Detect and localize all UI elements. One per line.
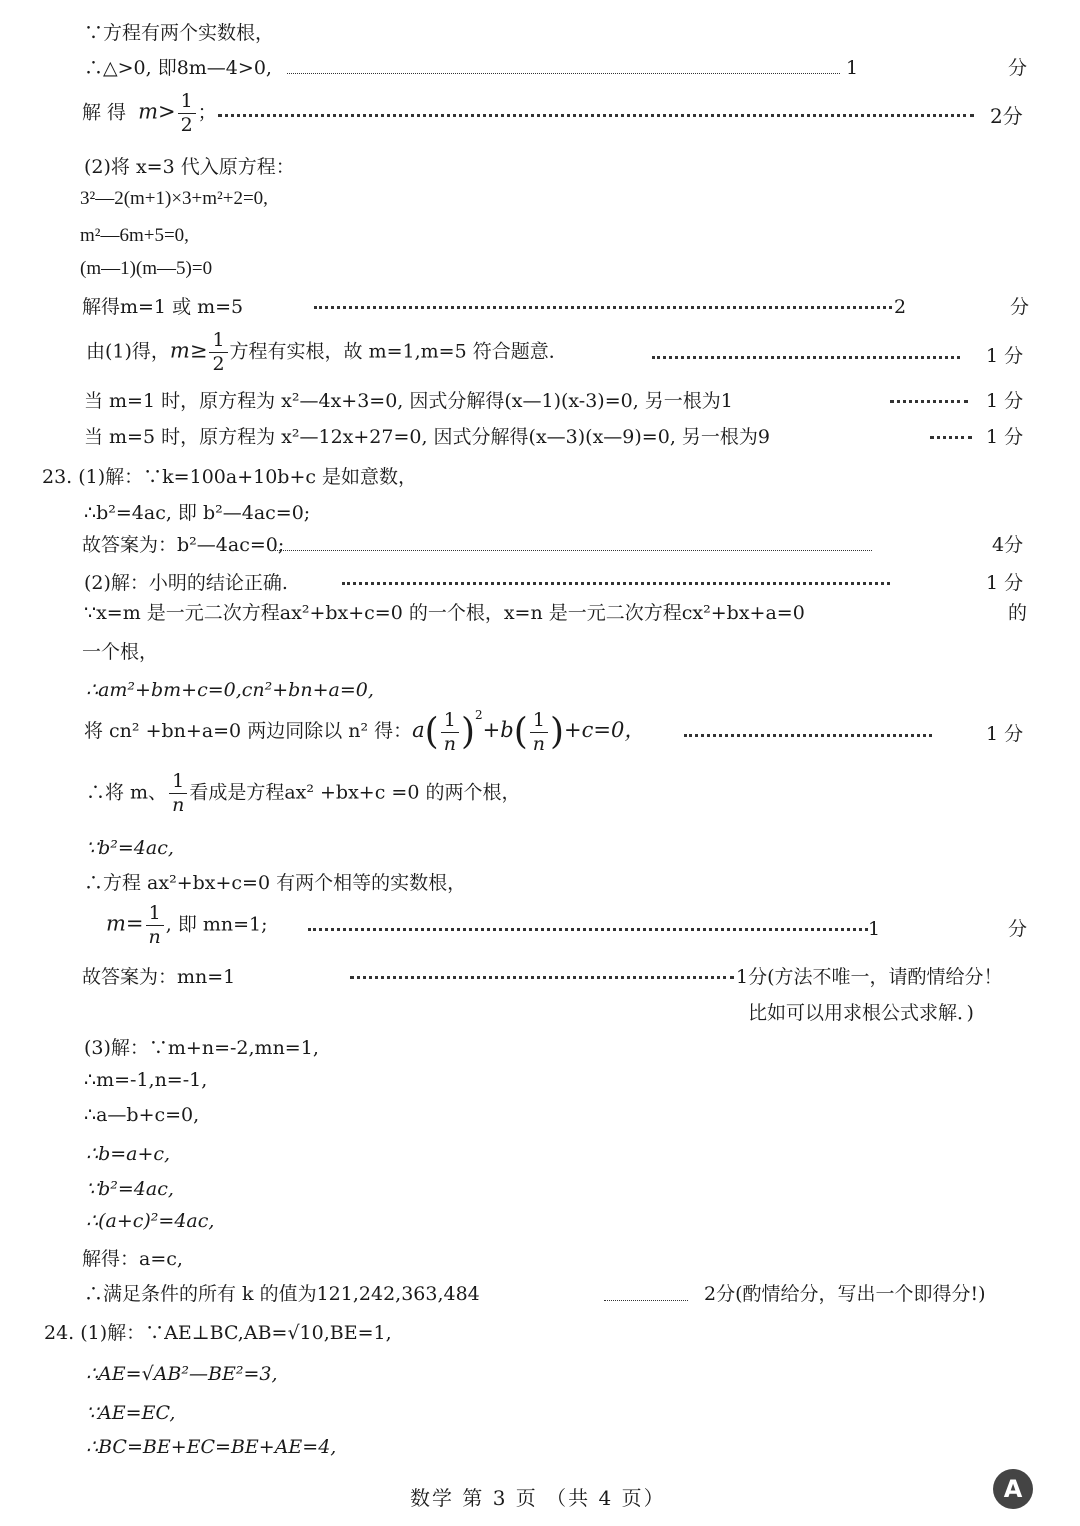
denominator: 2	[212, 353, 225, 375]
line-37: ∴BC=BE+EC=BE+AE=4,	[86, 1436, 337, 1458]
leader-dots	[314, 306, 892, 309]
text: ∴将 m、	[86, 781, 168, 804]
line-5: 3²—2(m+1)×3+m²+2=0,	[80, 188, 268, 209]
fraction	[530, 708, 548, 755]
line-4: (2)将 x=3 代入原方程：	[84, 156, 295, 178]
math-b: +b	[482, 718, 514, 742]
line-10: 当 m=1 时，原方程为 x²—4x+3=0, 因式分解得(x—1)(x-3)=0, 另一根为1	[84, 390, 733, 412]
line-36: ∵AE=EC,	[86, 1402, 176, 1424]
line-35: ∴AE=√AB²—BE²=3,	[86, 1363, 278, 1385]
line-15: (2)解：小明的结论正确.	[84, 572, 288, 594]
denominator: n	[148, 926, 161, 948]
numerator: 1	[209, 331, 227, 353]
right-paren: )	[549, 711, 565, 753]
math-m: m>	[138, 99, 176, 124]
score: 2分	[990, 104, 1023, 128]
leader-dots	[218, 114, 974, 117]
line-11: 当 m=5 时，原方程为 x²—12x+27=0, 因式分解得(x—3)(x—9)=0, 另一根为9	[84, 426, 770, 448]
line-32: 解得：a=c,	[82, 1248, 183, 1270]
version-badge: A	[993, 1469, 1033, 1509]
line-16: ∵x=m 是一元二次方程ax²+bx+c=0 的一个根，x=n 是一元二次方程cx²+bx+a=0	[84, 602, 805, 624]
leader-dots	[890, 400, 968, 403]
line-27: ∴m=-1,n=-1,	[84, 1069, 208, 1091]
line-2: ∴△>0, 即8m—4>0,	[84, 57, 272, 79]
fraction	[209, 331, 227, 374]
denominator: n	[172, 794, 185, 816]
math-m: m=	[106, 911, 144, 936]
line-21: ∵b²=4ac,	[86, 837, 174, 859]
numerator: 1	[178, 92, 196, 114]
page-footer: 数学 第 3 页 （共 4 页）	[410, 1486, 666, 1510]
line-17: 一个根，	[82, 641, 159, 663]
leader-dots	[652, 356, 960, 359]
line-7: (m—1)(m—5)=0	[80, 258, 213, 279]
left-paren: (	[513, 711, 528, 753]
line-23	[106, 904, 268, 947]
line-1: ∵方程有两个实数根，	[84, 22, 275, 44]
score: 1	[846, 57, 859, 79]
numerator: 1	[530, 711, 548, 733]
text: 看成是方程ax² +bx+c =0 的两个根，	[189, 781, 521, 804]
fraction	[178, 92, 196, 135]
score-unit: 分	[1010, 296, 1030, 318]
right-paren: )	[460, 711, 475, 753]
leader-dots	[604, 1300, 688, 1301]
exponent: 2	[475, 708, 483, 722]
math-m: m≥	[169, 338, 208, 363]
numerator: 1	[441, 711, 459, 733]
fraction	[441, 708, 459, 755]
numerator: 1	[146, 904, 164, 926]
line-14: 故答案为：b²—4ac=0;	[82, 534, 285, 556]
denominator: n	[443, 732, 456, 755]
line-6: m²—6m+5=0,	[80, 225, 189, 246]
text: 由(1)得，	[86, 340, 170, 363]
score: 1	[868, 918, 881, 940]
line-18: ∴am²+bm+c=0,cn²+bn+a=0,	[86, 679, 374, 701]
text: ；	[197, 101, 217, 124]
math-a: a	[412, 718, 425, 742]
score: 1 分	[986, 345, 1024, 367]
line-33: ∴满足条件的所有 k 的值为121,242,363,484	[84, 1283, 480, 1305]
denominator: n	[532, 732, 545, 755]
line-9	[86, 331, 568, 374]
fraction	[169, 772, 187, 815]
text: +c=0，	[564, 718, 646, 742]
left-paren: (	[424, 711, 439, 753]
line-20	[86, 772, 520, 815]
line-24: 故答案为：mn=1	[82, 966, 236, 988]
score: 4分	[992, 534, 1024, 556]
score: 2	[894, 296, 907, 318]
score: 1 分	[986, 426, 1024, 448]
score-note: 2分(酌情给分，写出一个即得分!)	[704, 1283, 986, 1305]
line-3	[82, 92, 217, 135]
leader-dots	[308, 928, 868, 931]
score-unit: 分	[1008, 918, 1028, 940]
line-30: ∵b²=4ac,	[86, 1178, 174, 1200]
score-note: 1分(方法不唯一，请酌情给分！	[736, 966, 1003, 988]
line-12: 23. (1)解：∵k=100a+10b+c 是如意数，	[42, 466, 418, 488]
leader-dots	[287, 73, 840, 74]
denominator: 2	[180, 114, 193, 136]
line-8: 解得m=1 或 m=5	[82, 296, 244, 318]
text: , 即 mn=1;	[165, 913, 268, 936]
text: 解得	[82, 101, 133, 124]
leader-dots	[350, 976, 734, 979]
leader-dots	[342, 582, 890, 585]
line-31: ∴(a+c)²=4ac,	[86, 1210, 215, 1232]
line-13: ∴b²=4ac, 即 b²—4ac=0;	[84, 502, 311, 524]
fraction	[146, 904, 164, 947]
leader-dots	[272, 550, 872, 551]
score-unit: 分	[1008, 57, 1028, 79]
line-16-tail: 的	[1008, 602, 1028, 624]
score: 1 分	[986, 723, 1024, 745]
line-22: ∴方程 ax²+bx+c=0 有两个相等的实数根，	[84, 872, 467, 894]
line-25: 比如可以用求根公式求解．)	[748, 1002, 974, 1024]
line-34: 24. (1)解：∵AE⊥BC,AB=√10,BE=1,	[44, 1322, 392, 1344]
numerator: 1	[169, 772, 187, 794]
leader-dots	[930, 436, 972, 439]
text: 将 cn² +bn+a=0 两边同除以 n² 得：	[84, 720, 413, 742]
score: 1 分	[986, 390, 1024, 412]
line-19	[84, 708, 645, 754]
score: 1 分	[986, 572, 1024, 594]
line-28: ∴a—b+c=0,	[84, 1104, 200, 1126]
line-26: (3)解：∵m+n=-2,mn=1,	[84, 1037, 319, 1059]
line-29: ∴b=a+c,	[86, 1143, 171, 1165]
leader-dots	[684, 734, 932, 737]
text: 方程有实根，故 m=1,m=5 符合题意．	[229, 340, 568, 363]
